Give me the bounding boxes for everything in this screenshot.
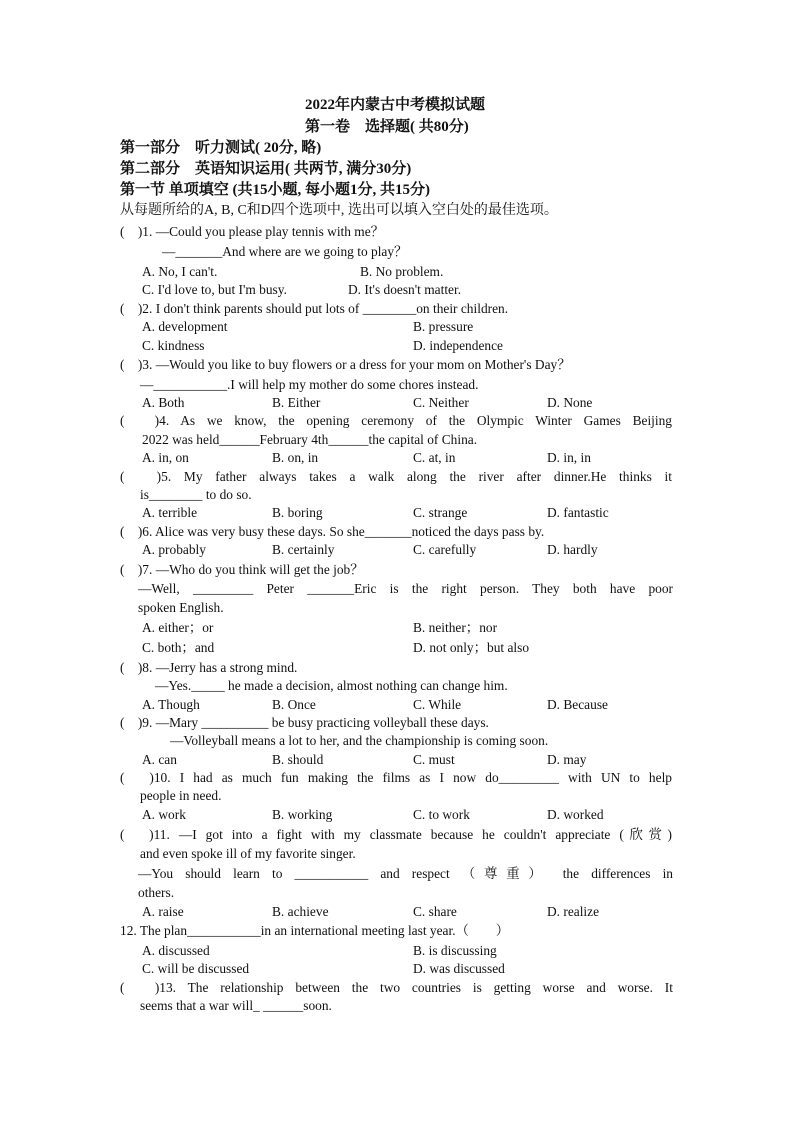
question-line: ( )6. Alice was very busy these days. So she_______noticed the days pass by. — [120, 524, 545, 539]
section-one-heading: 第一节 单项填空 (共15小题, 每小题1分, 共15分) — [120, 182, 430, 198]
part-two-heading: 第二部分 英语知识运用( 共两节, 满分30分) — [120, 161, 412, 177]
question-line: and even spoke ill of my favorite singer. — [140, 846, 356, 861]
question-line: B. Either — [272, 395, 321, 410]
question-line: A. work — [142, 807, 186, 822]
question-line: ( )9. —Mary __________ be busy practicing volleyball these days. — [120, 715, 489, 730]
question-line: others. — [138, 885, 175, 900]
question-line: C. carefully — [413, 542, 477, 557]
question-line: spoken English. — [138, 600, 224, 615]
question-line: ( )10. I had as much fun making the films as I now do_________ with UN to help — [120, 770, 672, 785]
question-line: D. not only；but also — [413, 640, 530, 655]
question-line: ( )13. The relationship between the two countries is getting worse and worse. It — [120, 980, 673, 995]
question-line: A. Both — [142, 395, 185, 410]
question-line: D. independence — [413, 338, 503, 353]
question-line: C. must — [413, 752, 455, 767]
question-line: C. will be discussed — [142, 961, 250, 976]
question-line: C. strange — [413, 505, 468, 520]
question-line: C. to work — [413, 807, 470, 822]
question-line: ( )2. I don't think parents should put lots of ________on their children. — [120, 301, 509, 316]
question-line: A. terrible — [142, 505, 198, 520]
question-line: B. Once — [272, 697, 316, 712]
question-line: people in need. — [140, 788, 222, 803]
question-line: B. on, in — [272, 450, 319, 465]
question-line: C. While — [413, 697, 462, 712]
question-line: A. No, I can't. — [142, 264, 218, 279]
question-line: D. realize — [547, 904, 600, 919]
question-line: A. discussed — [142, 943, 210, 958]
question-line: B. is discussing — [413, 943, 497, 958]
question-line: C. share — [413, 904, 457, 919]
question-line: —___________.I will help my mother do some chores instead. — [140, 377, 479, 392]
question-line: B. achieve — [272, 904, 329, 919]
question-line: ( )7. —Who do you think will get the job？ — [120, 562, 364, 577]
question-line: C. I'd love to, but I'm busy. — [142, 282, 287, 297]
question-line: C. at, in — [413, 450, 456, 465]
question-line: B. boring — [272, 505, 323, 520]
question-line: A. Though — [142, 697, 200, 712]
question-line: D. It's doesn't matter. — [348, 282, 462, 297]
question-line: A. development — [142, 319, 228, 334]
question-line: C. kindness — [142, 338, 205, 353]
question-line: 12. The plan___________in an international meeting last year.（ ） — [120, 923, 510, 938]
question-line: ( )1. —Could you please play tennis with me？ — [120, 224, 385, 239]
question-line: B. No problem. — [360, 264, 444, 279]
question-line: ( )5. My father always takes a walk along the river after dinner.He thinks it — [120, 469, 672, 484]
question-line: A. can — [142, 752, 177, 767]
question-line: ( )8. —Jerry has a strong mind. — [120, 660, 298, 675]
question-line: B. certainly — [272, 542, 335, 557]
question-line: A. in, on — [142, 450, 189, 465]
question-line: A. either；or — [142, 620, 214, 635]
question-line: D. hardly — [547, 542, 598, 557]
question-line: B. should — [272, 752, 324, 767]
question-line: B. neither；nor — [413, 620, 498, 635]
question-line: —You should learn to ___________ and respect （尊重） the differences in — [138, 866, 673, 881]
instructions: 从每题所给的A, B, C和D四个选项中, 选出可以填入空白处的最佳选项。 — [120, 203, 558, 218]
exam-title: 2022年内蒙古中考模拟试题 — [305, 97, 486, 113]
question-line: —Well, _________ Peter _______Eric is the right person. They both have poor — [138, 581, 673, 596]
question-line: A. probably — [142, 542, 206, 557]
question-line: C. both；and — [142, 640, 215, 655]
question-line: D. may — [547, 752, 587, 767]
question-line: —Volleyball means a lot to her, and the championship is coming soon. — [170, 733, 549, 748]
volume-heading: 第一卷 选择题( 共80分) — [305, 119, 469, 135]
question-line: B. pressure — [413, 319, 474, 334]
question-line: ( )4. As we know, the opening ceremony of the Olympic Winter Games Beijing — [120, 413, 672, 428]
question-line: ( )11. —I got into a fight with my classmate because he couldn't appreciate (欣赏) — [120, 827, 672, 842]
question-line: A. raise — [142, 904, 184, 919]
question-line: D. Because — [547, 697, 608, 712]
question-line: 2022 was held______February 4th______the capital of China. — [142, 432, 478, 447]
question-line: ( )3. —Would you like to buy flowers or a dress for your mom on Mother's Day？ — [120, 357, 571, 372]
question-line: D. fantastic — [547, 505, 609, 520]
question-line: is________ to do so. — [140, 487, 252, 502]
question-line: C. Neither — [413, 395, 469, 410]
part-one-heading: 第一部分 听力测试( 20分, 略) — [120, 140, 322, 156]
question-line: —Yes._____ he made a decision, almost nothing can change him. — [155, 678, 508, 693]
question-line: D. was discussed — [413, 961, 505, 976]
question-line: seems that a war will_ ______soon. — [140, 998, 332, 1013]
question-line: —_______And where are we going to play？ — [162, 244, 408, 259]
question-line: D. None — [547, 395, 593, 410]
question-line: D. in, in — [547, 450, 591, 465]
question-line: B. working — [272, 807, 333, 822]
question-line: D. worked — [547, 807, 604, 822]
